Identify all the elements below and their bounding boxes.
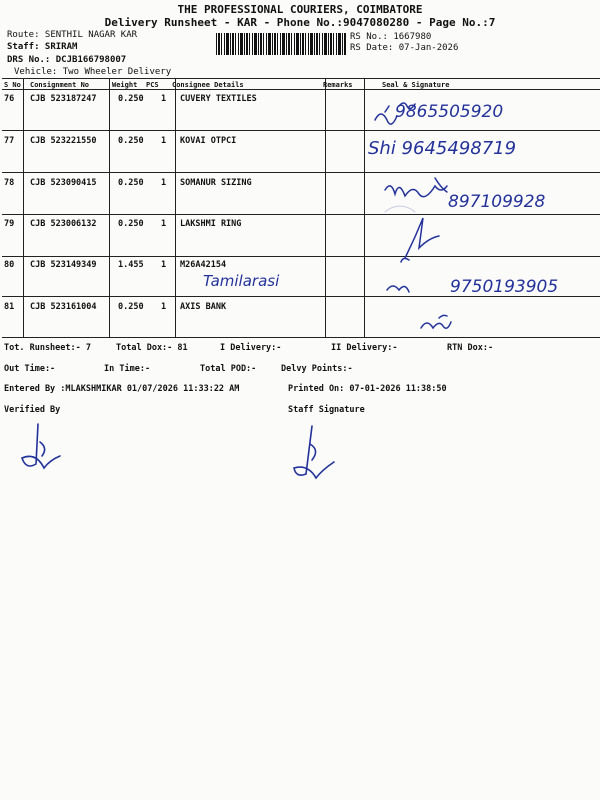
rs-number: RS No.: 1667980 (350, 32, 432, 42)
row-consignee: AXIS BANK (180, 302, 227, 312)
i-delivery: I Delivery:- (220, 343, 282, 353)
row-consignment: CJB 523187247 (30, 94, 97, 104)
header-sno: S No (4, 81, 21, 89)
drs-number: DRS No.: DCJB166798007 (7, 55, 127, 65)
row-pcs: 1 (161, 302, 167, 312)
header-seal: Seal & Signature (382, 81, 450, 89)
row-sno: 81 (4, 302, 15, 312)
printed-on: Printed On: 07-01-2026 11:38:50 (288, 384, 447, 394)
total-pod: Total POD:- (200, 364, 257, 374)
table-top-border (2, 78, 600, 79)
header-pcs: PCS (146, 81, 159, 89)
out-time: Out Time:- (4, 364, 56, 374)
row-consignee: CUVERY TEXTILES (180, 94, 257, 104)
seal-phone-77: Shi 9645498719 (368, 138, 517, 159)
row-pcs: 1 (161, 219, 167, 229)
rtn-dox: RTN Dox:- (447, 343, 494, 353)
row-consignee: SOMANUR SIZING (180, 178, 252, 188)
barcode (216, 33, 346, 55)
total-dox: Total Dox:- 81 (116, 343, 188, 353)
staff-signature (286, 420, 346, 490)
table-bottom-border (2, 337, 600, 338)
signature-scribbles (365, 90, 600, 337)
verified-by-label: Verified By (4, 405, 61, 415)
column-divider (109, 78, 110, 337)
row-weight: 0.250 (118, 219, 144, 229)
company-title: THE PROFESSIONAL COURIERS, COIMBATORE (177, 3, 423, 16)
row-pcs: 1 (161, 136, 167, 146)
vehicle-label: Vehicle: Two Wheeler Delivery (14, 67, 172, 77)
in-time: In Time:- (104, 364, 151, 374)
header-weight: Weight (112, 81, 138, 89)
seal-phone-78: 897109928 (448, 192, 546, 212)
staff-label: Staff: SRIRAM (7, 42, 78, 52)
runsheet-subtitle: Delivery Runsheet - KAR - Phone No.:9047080280 - Page No.:7 (104, 16, 496, 29)
row-consignment: CJB 523221550 (30, 136, 97, 146)
handwritten-note: Tamilarasi (203, 272, 280, 290)
rs-date: RS Date: 07-Jan-2026 (350, 43, 459, 53)
ii-delivery: II Delivery:- (331, 343, 398, 353)
row-consignment: CJB 523090415 (30, 178, 97, 188)
seal-phone-80: 9750193905 (450, 277, 559, 297)
row-sno: 80 (4, 260, 15, 270)
row-sno: 77 (4, 136, 15, 146)
row-pcs: 1 (161, 94, 167, 104)
row-weight: 0.250 (118, 94, 144, 104)
staff-signature-label: Staff Signature (288, 405, 365, 415)
row-sno: 76 (4, 94, 15, 104)
verified-signature (20, 420, 70, 480)
entered-by: Entered By :MLAKSHMIKAR 01/07/2026 11:33:22 AM (4, 384, 240, 394)
row-pcs: 1 (161, 260, 167, 270)
row-weight: 1.455 (118, 260, 144, 270)
row-consignment: CJB 523149349 (30, 260, 97, 270)
header-consignment: Consignment No (30, 81, 90, 89)
row-consignee: KOVAI OTPCI (180, 136, 237, 146)
row-consignment: CJB 523161004 (30, 302, 97, 312)
row-weight: 0.250 (118, 136, 144, 146)
column-divider (23, 78, 24, 337)
row-pcs: 1 (161, 178, 167, 188)
row-sno: 79 (4, 219, 15, 229)
column-divider (175, 78, 176, 337)
total-runsheet: Tot. Runsheet:- 7 (4, 343, 91, 353)
header-remarks: Remarks (323, 81, 353, 89)
column-divider (325, 78, 326, 337)
header-consignee: Consignee Details (172, 81, 244, 89)
route-label: Route: SENTHIL NAGAR KAR (7, 30, 138, 40)
seal-phone-76: 9865505920 (395, 102, 504, 122)
row-weight: 0.250 (118, 178, 144, 188)
delvy-points: Delvy Points:- (281, 364, 353, 374)
row-consignee: M26A42154 (180, 260, 227, 270)
row-weight: 0.250 (118, 302, 144, 312)
row-consignee: LAKSHMI RING (180, 219, 242, 229)
row-sno: 78 (4, 178, 15, 188)
row-consignment: CJB 523006132 (30, 219, 97, 229)
